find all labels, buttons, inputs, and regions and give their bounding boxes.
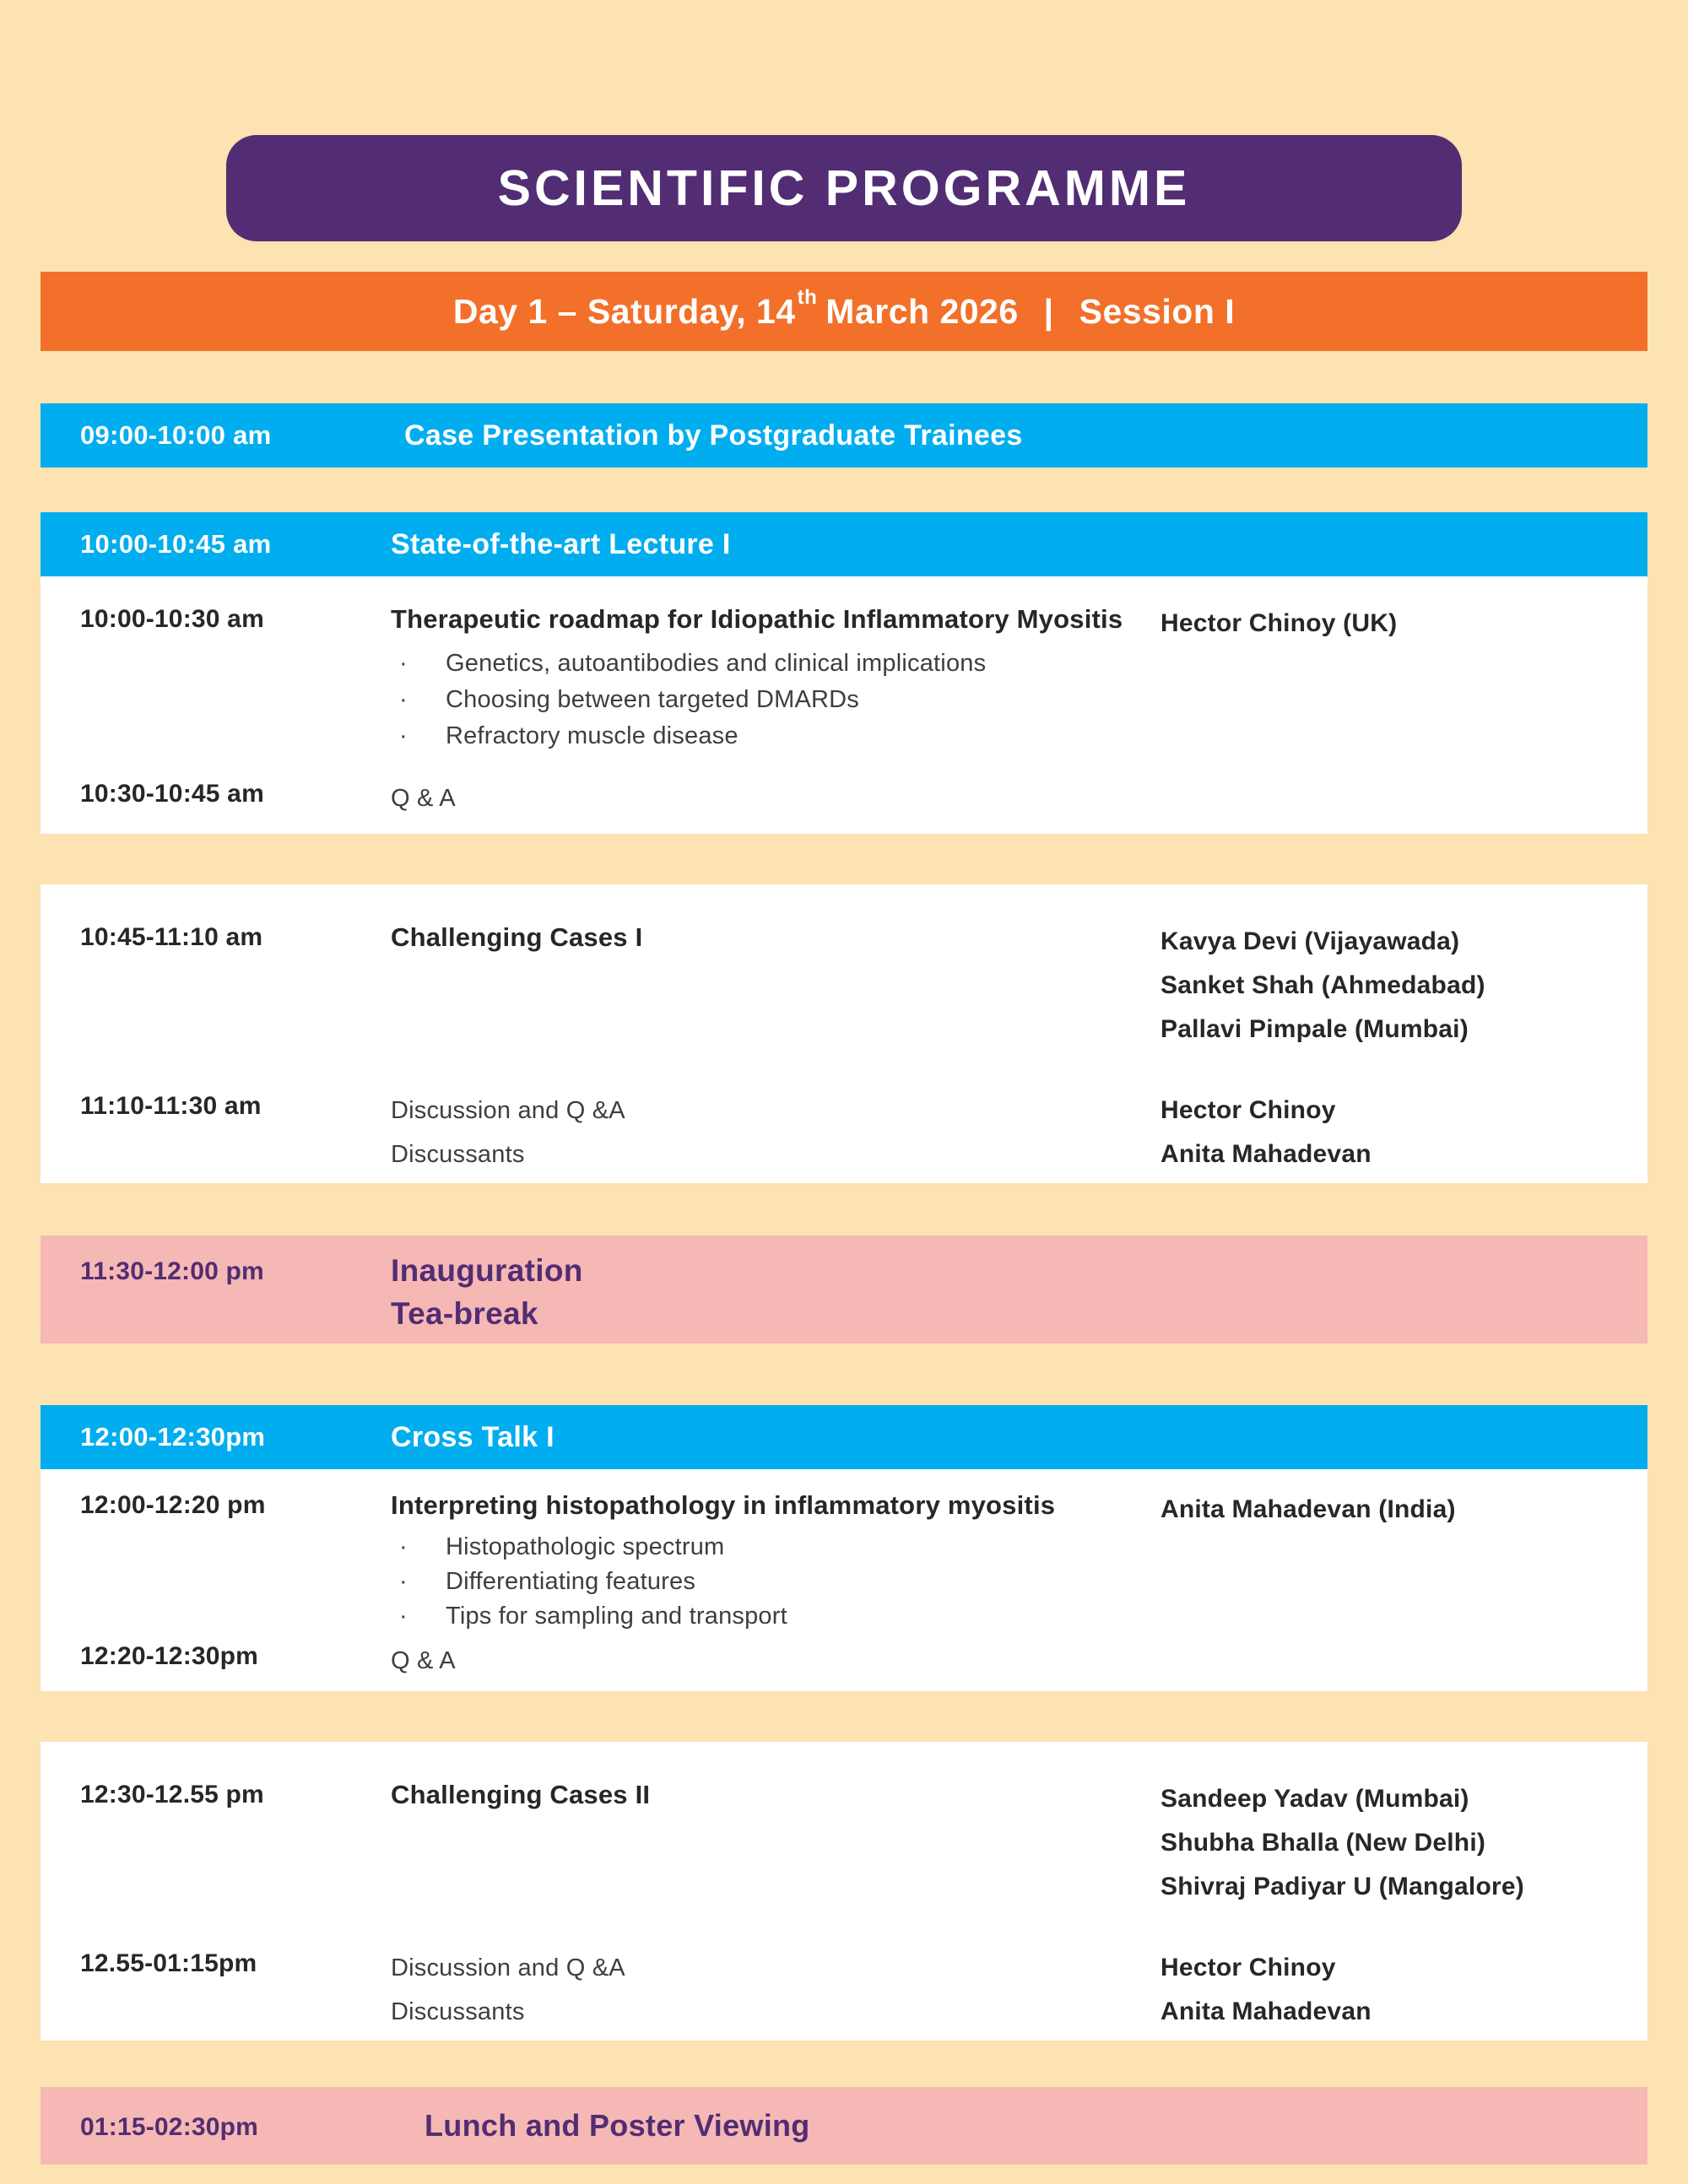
speaker-name: Hector Chinoy (1160, 1954, 1336, 1981)
card-challenging-cases-2 (41, 1742, 1647, 2041)
bullet-item (391, 1565, 1160, 1599)
break-title: Lunch and Poster Viewing (425, 2108, 810, 2143)
talk-content (391, 1639, 1608, 1683)
bullet-text: Genetics, autoantibodies and clinical implications (446, 650, 987, 677)
bullet-dot-icon: · (399, 686, 408, 713)
date-ordinal: th (797, 286, 818, 309)
talk-content (391, 1777, 1160, 1813)
speaker-list (1160, 920, 1608, 1051)
bullet-item (391, 682, 1160, 718)
speaker-name: Hector Chinoy (UK) (1160, 609, 1398, 637)
break-title: Inauguration (391, 1253, 583, 1288)
schedule-row (80, 1488, 1608, 1634)
speaker-list (1160, 1777, 1608, 1909)
bullet-text: Tips for sampling and transport (446, 1603, 787, 1630)
speaker-name: Anita Mahadevan (1160, 1997, 1372, 2025)
speaker-name: Shivraj Padiyar U (Mangalore) (1160, 1873, 1524, 1900)
break-inauguration (41, 1235, 1647, 1343)
speaker-list (1160, 1089, 1608, 1176)
bullet-item (391, 1599, 1160, 1634)
discussants-text: Discussants (391, 1998, 525, 2025)
time-label: 12:00-12:20 pm (80, 1491, 266, 1519)
schedule-row (80, 1089, 1608, 1176)
qa-text: Q & A (391, 1647, 456, 1674)
break-lunch (41, 2087, 1647, 2165)
bullet-dot-icon: · (399, 1568, 408, 1595)
session-bar-lecture-1 (41, 512, 1647, 576)
talk-title: Challenging Cases I (391, 922, 643, 952)
speaker-list (1160, 1488, 1608, 1532)
day-session-banner (41, 272, 1647, 351)
speaker-name: Anita Mahadevan (India) (1160, 1495, 1456, 1523)
bullet-text: Choosing between targeted DMARDs (446, 686, 859, 713)
session-label: Session I (1079, 291, 1236, 331)
time-label: 12:00-12:30pm (80, 1422, 266, 1451)
speaker-name: Anita Mahadevan (1160, 1140, 1372, 1168)
discussion-text: Discussion and Q &A (391, 1954, 625, 1981)
speaker-name: Pallavi Pimpale (Mumbai) (1160, 1015, 1469, 1043)
card-challenging-cases-1 (41, 884, 1647, 1183)
schedule-row (80, 602, 1608, 754)
schedule-row (80, 1777, 1608, 1909)
page-title: SCIENTIFIC PROGRAMME (497, 160, 1191, 216)
bullet-item (391, 646, 1160, 682)
time-label: 12:30-12.55 pm (80, 1781, 264, 1808)
talk-content (391, 920, 1160, 955)
speaker-list (1160, 602, 1608, 646)
speaker-name: Hector Chinoy (1160, 1096, 1336, 1124)
banner-divider: | (1043, 291, 1054, 331)
speaker-name: Sanket Shah (Ahmedabad) (1160, 971, 1485, 999)
talk-title: Therapeutic roadmap for Idiopathic Inflammatory Myositis (391, 604, 1123, 634)
discussants-text: Discussants (391, 1141, 525, 1168)
talk-bullet-list (391, 646, 1160, 754)
talk-content (391, 1946, 1160, 2034)
schedule-row (80, 1946, 1608, 2034)
time-label: 11:10-11:30 am (80, 1092, 262, 1120)
speaker-name: Kavya Devi (Vijayawada) (1160, 927, 1460, 955)
time-label: 09:00-10:00 am (80, 420, 272, 450)
talk-title: Interpreting histopathology in inflammatory myositis (391, 1490, 1056, 1520)
speaker-list (1160, 1946, 1608, 2034)
speaker-name: Shubha Bhalla (New Delhi) (1160, 1829, 1486, 1857)
programme-title-banner (226, 135, 1462, 241)
session-bar-case-presentation (41, 403, 1647, 468)
time-label: 10:45-11:10 am (80, 923, 263, 951)
bullet-dot-icon: · (399, 722, 408, 749)
session-title: State-of-the-art Lecture I (391, 527, 731, 560)
speaker-name: Sandeep Yadav (Mumbai) (1160, 1785, 1469, 1813)
break-content (391, 1249, 583, 1335)
time-label: 12:20-12:30pm (80, 1642, 259, 1670)
time-label: 10:00-10:30 am (80, 605, 264, 633)
time-label: 11:30-12:00 pm (80, 1257, 264, 1285)
month-year-text: March 2026 (825, 291, 1019, 331)
qa-text: Q & A (391, 785, 456, 812)
schedule-row (80, 1639, 1608, 1683)
bullet-dot-icon: · (399, 1603, 408, 1630)
bullet-dot-icon: · (399, 650, 408, 677)
schedule-row (80, 776, 1608, 820)
bullet-text: Histopathologic spectrum (446, 1533, 725, 1560)
time-label: 01:15-02:30pm (80, 2113, 259, 2141)
schedule-row (80, 920, 1608, 1051)
session-title: Case Presentation by Postgraduate Trainees (404, 419, 1023, 451)
bullet-text: Refractory muscle disease (446, 722, 738, 749)
time-label: 10:30-10:45 am (80, 780, 264, 808)
card-lecture-1 (41, 576, 1647, 834)
talk-content (391, 1488, 1160, 1634)
bullet-item (391, 1530, 1160, 1565)
talk-title: Challenging Cases II (391, 1780, 651, 1809)
session-title: Cross Talk I (391, 1420, 555, 1453)
bullet-item (391, 718, 1160, 754)
talk-bullet-list (391, 1530, 1160, 1634)
time-label: 10:00-10:45 am (80, 529, 272, 559)
session-bar-cross-talk-1 (41, 1405, 1647, 1469)
bullet-dot-icon: · (399, 1533, 408, 1560)
bullet-text: Differentiating features (446, 1568, 696, 1595)
time-label: 12.55-01:15pm (80, 1949, 257, 1977)
discussion-text: Discussion and Q &A (391, 1097, 625, 1124)
talk-content (391, 1089, 1160, 1176)
card-cross-talk-1 (41, 1469, 1647, 1691)
day-date-text: Day 1 – Saturday, 14 (452, 291, 796, 331)
talk-content (391, 776, 1608, 820)
break-title: Tea-break (391, 1296, 538, 1331)
break-content (391, 2106, 810, 2146)
talk-content (391, 602, 1160, 754)
